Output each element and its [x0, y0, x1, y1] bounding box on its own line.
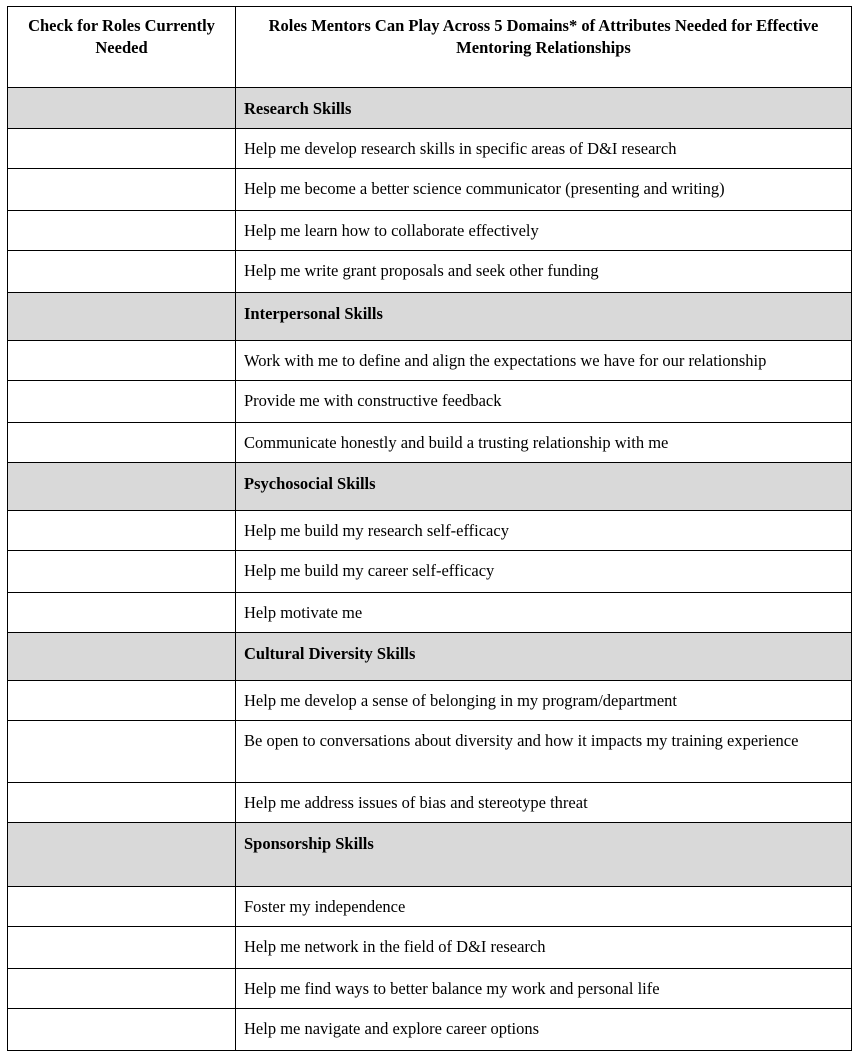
table-row [8, 423, 852, 463]
table-row [8, 211, 852, 251]
table-row [8, 551, 852, 593]
role-description: Be open to conversations about diversity and how it impacts my training experience [236, 721, 852, 783]
section-header-row [8, 463, 852, 511]
role-description: Help me develop a sense of belonging in my program/department [236, 681, 852, 721]
role-description: Foster my independence [236, 887, 852, 927]
table-row [8, 1009, 852, 1051]
role-check-cell[interactable] [8, 681, 236, 721]
role-description: Help me network in the field of D&I research [236, 927, 852, 969]
role-description: Provide me with constructive feedback [236, 381, 852, 423]
roles-column-header: Roles Mentors Can Play Across 5 Domains* of Attributes Needed for Effective Mentoring Relationships [236, 7, 852, 88]
role-description: Communicate honestly and build a trusting relationship with me [236, 423, 852, 463]
role-description: Help me address issues of bias and stereotype threat [236, 783, 852, 823]
table-row [8, 169, 852, 211]
table-row [8, 721, 852, 783]
role-description: Help me become a better science communicator (presenting and writing) [236, 169, 852, 211]
section-title: Research Skills [236, 88, 852, 129]
table-row [8, 927, 852, 969]
section-check-cell [8, 293, 236, 341]
role-description: Work with me to define and align the expectations we have for our relationship [236, 341, 852, 381]
table-row [8, 129, 852, 169]
table-row [8, 593, 852, 633]
role-check-cell[interactable] [8, 169, 236, 211]
table-body [8, 88, 852, 1051]
table-row [8, 381, 852, 423]
check-column-header: Check for Roles Currently Needed [8, 7, 236, 88]
role-description: Help me find ways to better balance my work and personal life [236, 969, 852, 1009]
role-check-cell[interactable] [8, 211, 236, 251]
role-check-cell[interactable] [8, 341, 236, 381]
role-check-cell[interactable] [8, 721, 236, 783]
role-description: Help me develop research skills in specific areas of D&I research [236, 129, 852, 169]
section-check-cell [8, 88, 236, 129]
table-row [8, 251, 852, 293]
section-title: Psychosocial Skills [236, 463, 852, 511]
section-check-cell [8, 823, 236, 887]
role-description: Help motivate me [236, 593, 852, 633]
section-title: Cultural Diversity Skills [236, 633, 852, 681]
section-header-row [8, 633, 852, 681]
section-header-row [8, 823, 852, 887]
table-row [8, 783, 852, 823]
table-row [8, 887, 852, 927]
section-title: Interpersonal Skills [236, 293, 852, 341]
role-description: Help me navigate and explore career options [236, 1009, 852, 1051]
table-row [8, 681, 852, 721]
role-check-cell[interactable] [8, 551, 236, 593]
section-title: Sponsorship Skills [236, 823, 852, 887]
section-header-row [8, 293, 852, 341]
section-check-cell [8, 463, 236, 511]
role-check-cell[interactable] [8, 783, 236, 823]
section-check-cell [8, 633, 236, 681]
role-check-cell[interactable] [8, 381, 236, 423]
role-description: Help me write grant proposals and seek other funding [236, 251, 852, 293]
role-description: Help me build my career self-efficacy [236, 551, 852, 593]
role-check-cell[interactable] [8, 969, 236, 1009]
section-header-row [8, 88, 852, 129]
table-row [8, 341, 852, 381]
role-check-cell[interactable] [8, 129, 236, 169]
role-check-cell[interactable] [8, 251, 236, 293]
table-row [8, 969, 852, 1009]
role-check-cell[interactable] [8, 511, 236, 551]
mentoring-roles-table [7, 6, 852, 1051]
header-row [8, 7, 852, 88]
role-check-cell[interactable] [8, 887, 236, 927]
role-check-cell[interactable] [8, 927, 236, 969]
role-description: Help me build my research self-efficacy [236, 511, 852, 551]
table-row [8, 511, 852, 551]
role-description: Help me learn how to collaborate effectively [236, 211, 852, 251]
role-check-cell[interactable] [8, 423, 236, 463]
role-check-cell[interactable] [8, 593, 236, 633]
role-check-cell[interactable] [8, 1009, 236, 1051]
